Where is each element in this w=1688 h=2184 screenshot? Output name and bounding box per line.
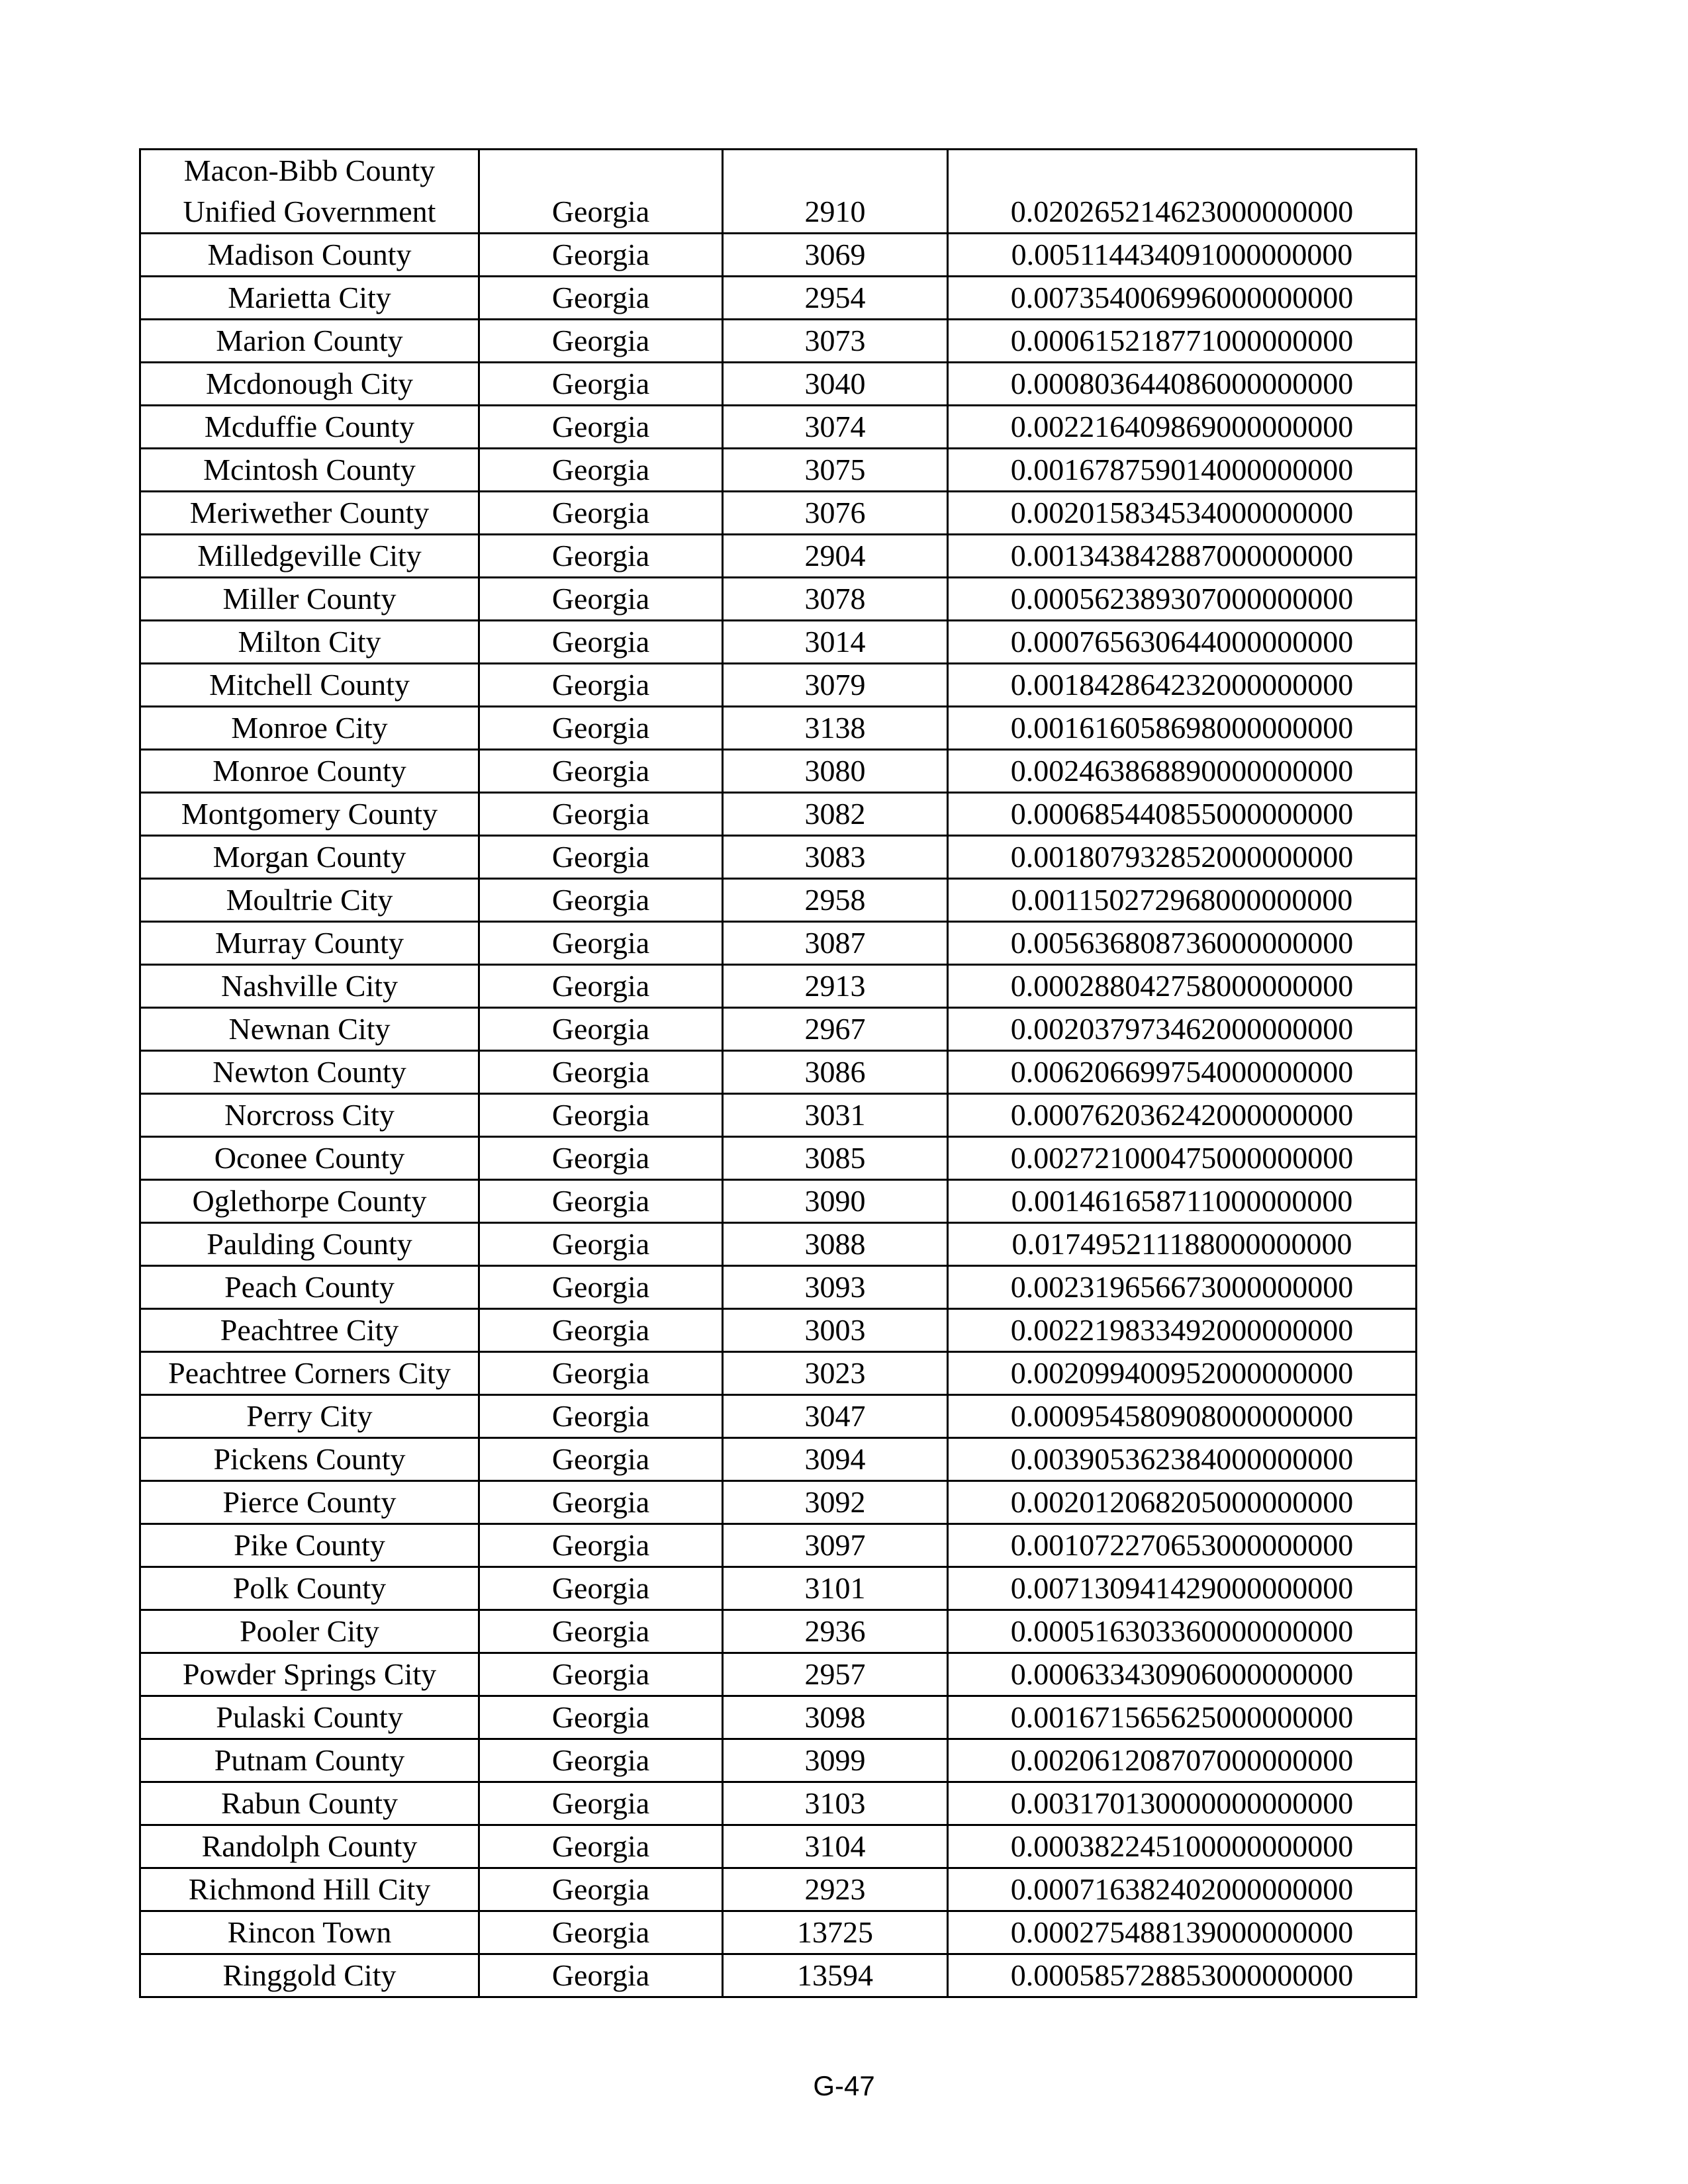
entity-name-line2: Unified Government — [183, 195, 436, 228]
allocation-value-cell: 0.002012068205000000000 — [948, 1481, 1417, 1524]
allocation-value-cell: 0.017495211188000000000 — [948, 1223, 1417, 1266]
entity-name-cell: Norcross City — [140, 1094, 479, 1137]
state-cell: Georgia — [479, 1180, 723, 1223]
allocation-value-cell: 0.001616058698000000000 — [948, 707, 1417, 750]
allocation-value-cell: 0.000615218771000000000 — [948, 320, 1417, 363]
id-cell: 3079 — [723, 664, 948, 707]
state-cell: Georgia — [479, 1653, 723, 1696]
id-cell: 3080 — [723, 750, 948, 793]
table-row — [140, 535, 1417, 578]
table-row — [140, 1481, 1417, 1524]
table-row — [140, 1137, 1417, 1180]
table-row — [140, 492, 1417, 535]
table-row — [140, 1524, 1417, 1567]
entity-name-cell: Pike County — [140, 1524, 479, 1567]
table-row — [140, 1180, 1417, 1223]
state-cell: Georgia — [479, 1481, 723, 1524]
table-row — [140, 1825, 1417, 1868]
id-cell: 3103 — [723, 1782, 948, 1825]
entity-name-cell: Mcdonough City — [140, 363, 479, 406]
state-cell: Georgia — [479, 449, 723, 492]
allocation-value-cell: 0.000803644086000000000 — [948, 363, 1417, 406]
id-cell: 3069 — [723, 234, 948, 277]
id-cell: 2967 — [723, 1008, 948, 1051]
table-row — [140, 1653, 1417, 1696]
allocation-value-cell: 0.001343842887000000000 — [948, 535, 1417, 578]
allocation-value-cell: 0.000716382402000000000 — [948, 1868, 1417, 1911]
entity-name-cell: Morgan County — [140, 836, 479, 879]
allocation-value-cell: 0.002721000475000000000 — [948, 1137, 1417, 1180]
entity-name-cell: Putnam County — [140, 1739, 479, 1782]
entity-name-cell: Peachtree City — [140, 1309, 479, 1352]
table-row — [140, 1008, 1417, 1051]
entity-name-cell: Pickens County — [140, 1438, 479, 1481]
state-cell: Georgia — [479, 1782, 723, 1825]
table-row — [140, 234, 1417, 277]
allocation-value-cell: 0.007354006996000000000 — [948, 277, 1417, 320]
state-cell: Georgia — [479, 836, 723, 879]
allocation-value-cell: 0.000685440855000000000 — [948, 793, 1417, 836]
table-row — [140, 1352, 1417, 1395]
id-cell: 2954 — [723, 277, 948, 320]
table-row — [140, 1266, 1417, 1309]
id-cell: 3104 — [723, 1825, 948, 1868]
id-cell: 3090 — [723, 1180, 948, 1223]
allocation-value-cell: 0.001671565625000000000 — [948, 1696, 1417, 1739]
allocation-value-cell: 0.000382245100000000000 — [948, 1825, 1417, 1868]
entity-name-cell: Milton City — [140, 621, 479, 664]
allocation-value-cell: 0.002219833492000000000 — [948, 1309, 1417, 1352]
id-cell: 2904 — [723, 535, 948, 578]
state-cell: Georgia — [479, 1610, 723, 1653]
table-row — [140, 320, 1417, 363]
allocation-value-cell: 0.000562389307000000000 — [948, 578, 1417, 621]
allocation-value-cell: 0.020265214623000000000 — [948, 150, 1417, 234]
state-cell: Georgia — [479, 1438, 723, 1481]
entity-name-cell: Peachtree Corners City — [140, 1352, 479, 1395]
entity-name-cell: Peach County — [140, 1266, 479, 1309]
state-cell: Georgia — [479, 1051, 723, 1094]
table-row — [140, 1610, 1417, 1653]
entity-name-cell: Perry City — [140, 1395, 479, 1438]
entity-name-cell: Pierce County — [140, 1481, 479, 1524]
entity-name-cell: Mcduffie County — [140, 406, 479, 449]
entity-name-cell: Marion County — [140, 320, 479, 363]
table-row — [140, 1954, 1417, 1997]
table-row — [140, 664, 1417, 707]
id-cell: 3088 — [723, 1223, 948, 1266]
id-cell: 3076 — [723, 492, 948, 535]
allocation-value-cell: 0.002037973462000000000 — [948, 1008, 1417, 1051]
id-cell: 3023 — [723, 1352, 948, 1395]
entity-name-cell: Monroe County — [140, 750, 479, 793]
state-cell: Georgia — [479, 320, 723, 363]
id-cell: 3014 — [723, 621, 948, 664]
entity-name-cell: Polk County — [140, 1567, 479, 1610]
entity-name-cell: Ringgold City — [140, 1954, 479, 1997]
entity-name-cell: Richmond Hill City — [140, 1868, 479, 1911]
state-cell: Georgia — [479, 1094, 723, 1137]
state-cell: Georgia — [479, 750, 723, 793]
table-row — [140, 277, 1417, 320]
id-cell: 3082 — [723, 793, 948, 836]
state-cell: Georgia — [479, 578, 723, 621]
id-cell: 3078 — [723, 578, 948, 621]
state-cell: Georgia — [479, 1954, 723, 1997]
id-cell: 3075 — [723, 449, 948, 492]
state-cell: Georgia — [479, 1137, 723, 1180]
id-cell: 3047 — [723, 1395, 948, 1438]
table-row — [140, 1567, 1417, 1610]
allocation-value-cell: 0.003170130000000000000 — [948, 1782, 1417, 1825]
id-cell: 2936 — [723, 1610, 948, 1653]
allocation-value-cell: 0.002216409869000000000 — [948, 406, 1417, 449]
entity-name-cell: Rincon Town — [140, 1911, 479, 1954]
table-row — [140, 150, 1417, 234]
entity-name-cell: Oglethorpe County — [140, 1180, 479, 1223]
allocation-value-cell: 0.001461658711000000000 — [948, 1180, 1417, 1223]
allocation-value-cell: 0.002463868890000000000 — [948, 750, 1417, 793]
entity-name-cell: Oconee County — [140, 1137, 479, 1180]
allocation-value-cell: 0.000275488139000000000 — [948, 1911, 1417, 1954]
state-cell: Georgia — [479, 406, 723, 449]
state-cell: Georgia — [479, 1825, 723, 1868]
page-number: G-47 — [813, 2070, 875, 2101]
entity-name-cell: Montgomery County — [140, 793, 479, 836]
allocation-value-cell: 0.005636808736000000000 — [948, 922, 1417, 965]
id-cell: 3003 — [723, 1309, 948, 1352]
table-row — [140, 750, 1417, 793]
allocation-value-cell: 0.007130941429000000000 — [948, 1567, 1417, 1610]
entity-name-line1: Macon-Bibb County — [183, 154, 436, 187]
id-cell: 13725 — [723, 1911, 948, 1954]
id-cell: 3087 — [723, 922, 948, 965]
state-cell: Georgia — [479, 879, 723, 922]
entity-name-cell: Pooler City — [140, 1610, 479, 1653]
entity-name-cell: Madison County — [140, 234, 479, 277]
entity-name-cell — [140, 150, 479, 234]
state-cell: Georgia — [479, 664, 723, 707]
state-cell: Georgia — [479, 1352, 723, 1395]
table-row — [140, 1395, 1417, 1438]
id-cell: 3031 — [723, 1094, 948, 1137]
allocation-value-cell: 0.003905362384000000000 — [948, 1438, 1417, 1481]
state-cell: Georgia — [479, 1223, 723, 1266]
allocation-value-cell: 0.001072270653000000000 — [948, 1524, 1417, 1567]
entity-name-cell: Newnan City — [140, 1008, 479, 1051]
table-row — [140, 1309, 1417, 1352]
entity-name-cell: Meriwether County — [140, 492, 479, 535]
entity-name-cell: Randolph County — [140, 1825, 479, 1868]
state-cell: Georgia — [479, 492, 723, 535]
entity-name-cell: Marietta City — [140, 277, 479, 320]
allocation-value-cell: 0.001842864232000000000 — [948, 664, 1417, 707]
allocation-value-cell: 0.006206699754000000000 — [948, 1051, 1417, 1094]
id-cell: 2923 — [723, 1868, 948, 1911]
id-cell: 3086 — [723, 1051, 948, 1094]
entity-name-cell: Mcintosh County — [140, 449, 479, 492]
allocation-value-cell: 0.000765630644000000000 — [948, 621, 1417, 664]
id-cell: 3040 — [723, 363, 948, 406]
table-row — [140, 1094, 1417, 1137]
id-cell: 3092 — [723, 1481, 948, 1524]
table-row — [140, 449, 1417, 492]
state-cell: Georgia — [479, 535, 723, 578]
allocation-value-cell: 0.005114434091000000000 — [948, 234, 1417, 277]
table-row — [140, 879, 1417, 922]
allocation-value-cell: 0.001807932852000000000 — [948, 836, 1417, 879]
state-cell: Georgia — [479, 922, 723, 965]
allocation-value-cell: 0.002319656673000000000 — [948, 1266, 1417, 1309]
state-cell: Georgia — [479, 1567, 723, 1610]
state-cell: Georgia — [479, 1524, 723, 1567]
allocation-value-cell: 0.000633430906000000000 — [948, 1653, 1417, 1696]
allocation-value-cell: 0.000516303360000000000 — [948, 1610, 1417, 1653]
id-cell: 3093 — [723, 1266, 948, 1309]
table-row — [140, 621, 1417, 664]
entity-name-cell: Powder Springs City — [140, 1653, 479, 1696]
allocation-value-cell: 0.001678759014000000000 — [948, 449, 1417, 492]
id-cell: 2957 — [723, 1653, 948, 1696]
id-cell: 3098 — [723, 1696, 948, 1739]
id-cell: 13594 — [723, 1954, 948, 1997]
state-cell: Georgia — [479, 1739, 723, 1782]
state-cell: Georgia — [479, 1266, 723, 1309]
allocation-value-cell: 0.002099400952000000000 — [948, 1352, 1417, 1395]
allocation-value-cell: 0.001150272968000000000 — [948, 879, 1417, 922]
table-row — [140, 1782, 1417, 1825]
entity-name-cell: Newton County — [140, 1051, 479, 1094]
id-cell: 3085 — [723, 1137, 948, 1180]
state-cell: Georgia — [479, 363, 723, 406]
entity-name-cell: Rabun County — [140, 1782, 479, 1825]
allocation-table-body — [140, 150, 1417, 1997]
entity-name-cell: Miller County — [140, 578, 479, 621]
table-row — [140, 406, 1417, 449]
state-cell: Georgia — [479, 621, 723, 664]
table-row — [140, 922, 1417, 965]
allocation-table-container — [139, 148, 1417, 1998]
id-cell: 3073 — [723, 320, 948, 363]
entity-name-cell: Milledgeville City — [140, 535, 479, 578]
state-cell: Georgia — [479, 1395, 723, 1438]
id-cell: 3074 — [723, 406, 948, 449]
entity-name-cell: Nashville City — [140, 965, 479, 1008]
entity-name-cell: Pulaski County — [140, 1696, 479, 1739]
table-row — [140, 1911, 1417, 1954]
entity-name-cell: Paulding County — [140, 1223, 479, 1266]
id-cell: 3138 — [723, 707, 948, 750]
table-row — [140, 1696, 1417, 1739]
state-cell: Georgia — [479, 965, 723, 1008]
state-cell: Georgia — [479, 234, 723, 277]
table-row — [140, 965, 1417, 1008]
state-cell: Georgia — [479, 707, 723, 750]
allocation-value-cell: 0.002015834534000000000 — [948, 492, 1417, 535]
table-row — [140, 1223, 1417, 1266]
allocation-value-cell: 0.000288042758000000000 — [948, 965, 1417, 1008]
table-row — [140, 1868, 1417, 1911]
entity-name-cell: Moultrie City — [140, 879, 479, 922]
id-cell: 2910 — [723, 150, 948, 234]
allocation-table — [139, 148, 1417, 1998]
state-cell: Georgia — [479, 1911, 723, 1954]
id-cell: 3083 — [723, 836, 948, 879]
table-row — [140, 1051, 1417, 1094]
table-row — [140, 363, 1417, 406]
allocation-value-cell: 0.000585728853000000000 — [948, 1954, 1417, 1997]
allocation-value-cell: 0.000762036242000000000 — [948, 1094, 1417, 1137]
state-cell: Georgia — [479, 793, 723, 836]
id-cell: 3097 — [723, 1524, 948, 1567]
allocation-value-cell: 0.002061208707000000000 — [948, 1739, 1417, 1782]
table-row — [140, 1438, 1417, 1481]
state-cell: Georgia — [479, 1868, 723, 1911]
table-row — [140, 1739, 1417, 1782]
table-row — [140, 707, 1417, 750]
id-cell: 2913 — [723, 965, 948, 1008]
state-cell: Georgia — [479, 277, 723, 320]
table-row — [140, 578, 1417, 621]
table-row — [140, 793, 1417, 836]
state-cell: Georgia — [479, 1309, 723, 1352]
id-cell: 3101 — [723, 1567, 948, 1610]
id-cell: 3099 — [723, 1739, 948, 1782]
table-row — [140, 836, 1417, 879]
state-cell: Georgia — [479, 150, 723, 234]
entity-name-cell: Monroe City — [140, 707, 479, 750]
id-cell: 2958 — [723, 879, 948, 922]
allocation-value-cell: 0.000954580908000000000 — [948, 1395, 1417, 1438]
state-cell: Georgia — [479, 1008, 723, 1051]
entity-name-cell: Murray County — [140, 922, 479, 965]
state-cell: Georgia — [479, 1696, 723, 1739]
entity-name-cell: Mitchell County — [140, 664, 479, 707]
id-cell: 3094 — [723, 1438, 948, 1481]
